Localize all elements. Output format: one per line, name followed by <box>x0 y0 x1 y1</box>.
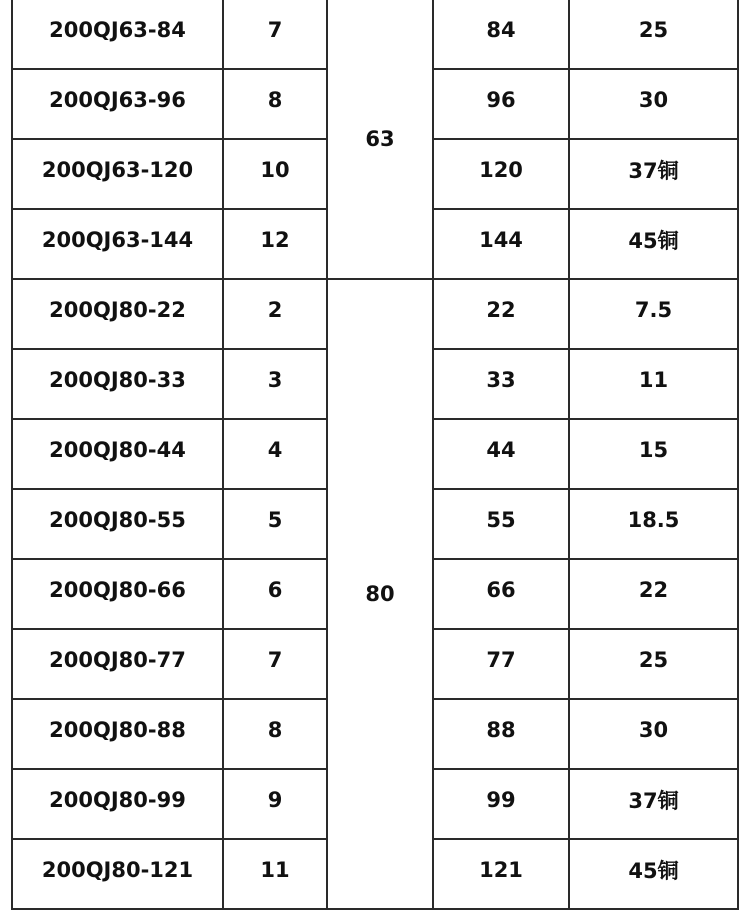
model-cell: 200QJ80-66 <box>12 559 223 629</box>
head-cell: 84 <box>433 0 569 69</box>
power-cell: 30 <box>569 69 738 139</box>
power-cell: 37铜 <box>569 139 738 209</box>
stages-cell: 7 <box>223 0 327 69</box>
pump-spec-table-body <box>12 0 738 909</box>
stages-cell: 7 <box>223 629 327 699</box>
stages-cell: 8 <box>223 69 327 139</box>
power-cell: 11 <box>569 349 738 419</box>
stages-cell: 3 <box>223 349 327 419</box>
head-cell: 96 <box>433 69 569 139</box>
stages-cell: 11 <box>223 839 327 909</box>
head-cell: 44 <box>433 419 569 489</box>
head-cell: 77 <box>433 629 569 699</box>
stages-cell: 5 <box>223 489 327 559</box>
head-cell: 22 <box>433 279 569 349</box>
power-cell: 22 <box>569 559 738 629</box>
table-row <box>12 0 738 69</box>
model-cell: 200QJ80-33 <box>12 349 223 419</box>
head-cell: 55 <box>433 489 569 559</box>
model-cell: 200QJ80-77 <box>12 629 223 699</box>
model-cell: 200QJ80-44 <box>12 419 223 489</box>
table-row <box>12 279 738 349</box>
flow-cell: 63 <box>327 0 433 279</box>
power-cell: 25 <box>569 0 738 69</box>
head-cell: 144 <box>433 209 569 279</box>
stages-cell: 8 <box>223 699 327 769</box>
power-cell: 7.5 <box>569 279 738 349</box>
head-cell: 66 <box>433 559 569 629</box>
head-cell: 120 <box>433 139 569 209</box>
model-cell: 200QJ80-22 <box>12 279 223 349</box>
stages-cell: 4 <box>223 419 327 489</box>
power-cell: 25 <box>569 629 738 699</box>
power-cell: 45铜 <box>569 209 738 279</box>
model-cell: 200QJ63-120 <box>12 139 223 209</box>
stages-cell: 2 <box>223 279 327 349</box>
power-cell: 18.5 <box>569 489 738 559</box>
stages-cell: 9 <box>223 769 327 839</box>
model-cell: 200QJ63-84 <box>12 0 223 69</box>
pump-spec-table <box>11 0 739 910</box>
model-cell: 200QJ80-121 <box>12 839 223 909</box>
stages-cell: 6 <box>223 559 327 629</box>
power-cell: 37铜 <box>569 769 738 839</box>
head-cell: 121 <box>433 839 569 909</box>
model-cell: 200QJ80-88 <box>12 699 223 769</box>
model-cell: 200QJ63-96 <box>12 69 223 139</box>
flow-cell: 80 <box>327 279 433 909</box>
head-cell: 88 <box>433 699 569 769</box>
power-cell: 45铜 <box>569 839 738 909</box>
model-cell: 200QJ80-99 <box>12 769 223 839</box>
head-cell: 99 <box>433 769 569 839</box>
head-cell: 33 <box>433 349 569 419</box>
stages-cell: 12 <box>223 209 327 279</box>
model-cell: 200QJ63-144 <box>12 209 223 279</box>
stages-cell: 10 <box>223 139 327 209</box>
model-cell: 200QJ80-55 <box>12 489 223 559</box>
power-cell: 15 <box>569 419 738 489</box>
power-cell: 30 <box>569 699 738 769</box>
